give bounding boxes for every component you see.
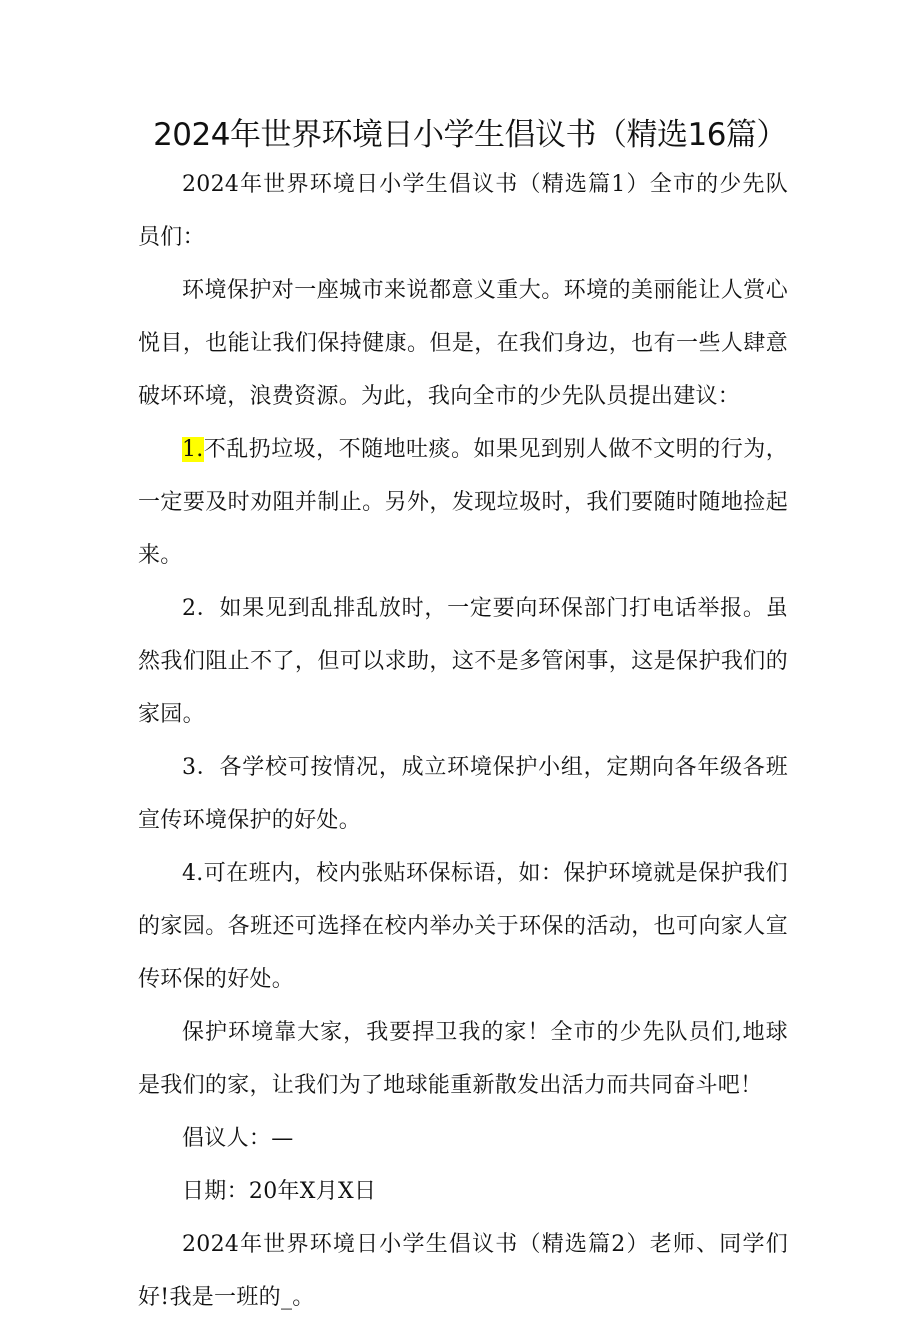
- paragraph-item-3: 3．各学校可按情况，成立环境保护小组，定期向各年级各班宣传环境保护的好处。: [138, 755, 788, 833]
- paragraph-item-4: 4.可在班内，校内张贴环保标语，如：保护环境就是保护我们的家园。各班还可选择在校内举办关于环保的活动，也可向家人宣传环保的好处。: [138, 861, 788, 992]
- paragraph-item-2: 2．如果见到乱排乱放时，一定要向环保部门打电话举报。虽然我们阻止不了，但可以求助，这不是多管闲事，这是保护我们的家园。: [138, 596, 788, 727]
- document-body: [138, 158, 788, 1324]
- document-title: 2024年世界环境日小学生倡议书（精选16篇）: [153, 117, 787, 153]
- paragraph-intro: 2024年世界环境日小学生倡议书（精选篇1）全市的少先队员们：: [138, 172, 788, 250]
- paragraph-date: 日期：20年X月X日: [182, 1179, 377, 1204]
- paragraph-closing: 保护环境靠大家，我要捍卫我的家！全市的少先队员们,地球是我们的家，让我们为了地球能重新散发出活力而共同奋斗吧！: [138, 1020, 788, 1098]
- paragraph-item-1: [138, 423, 788, 582]
- paragraph-item-1-text: 不乱扔垃圾，不随地吐痰。如果见到别人做不文明的行为，一定要及时劝阻并制止。另外，发现垃圾时，我们要随时随地捡起来。: [138, 437, 788, 568]
- paragraph-proposer: 倡议人：—: [182, 1126, 294, 1151]
- paragraph-background: 环境保护对一座城市来说都意义重大。环境的美丽能让人赏心悦目，也能让我们保持健康。但是，在我们身边，也有一些人肆意破坏环境，浪费资源。为此，我向全市的少先队员提出建议：: [138, 278, 788, 409]
- highlighted-list-marker: 1.: [182, 437, 204, 462]
- paragraph-second-letter: 2024年世界环境日小学生倡议书（精选篇2）老师、同学们好!我是一班的_。: [138, 1232, 788, 1310]
